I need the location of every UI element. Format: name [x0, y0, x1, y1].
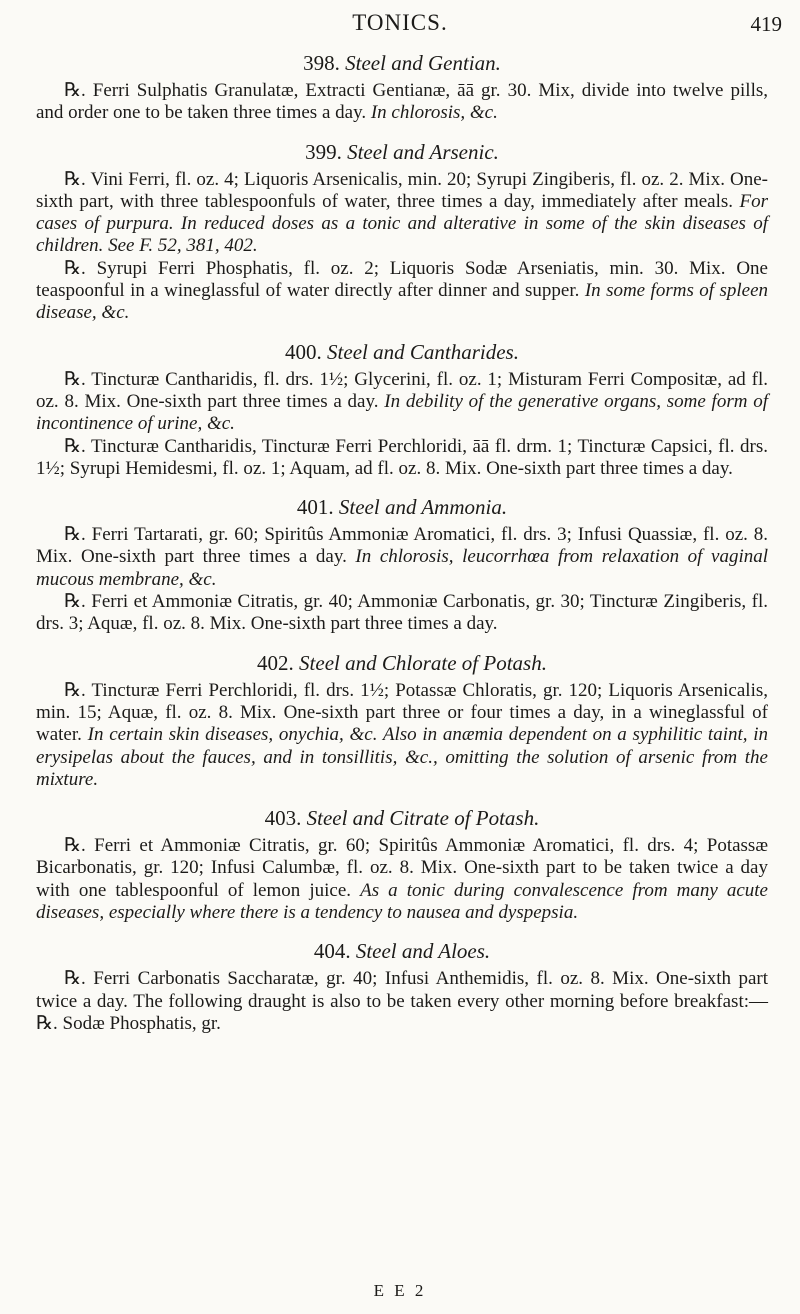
prescription: [36, 436, 768, 481]
prescription-text: ℞. Tincturæ Ferri Perchloridi, fl. drs. 1½; Potassæ Chloratis, gr. 120; Liquoris Arsenicalis, min. 15; Aquæ, fl. oz. 8. Mix. One-sixth part three or four times a day, in a wineglassful of water.: [36, 679, 768, 746]
prescription-text: ℞. Ferri Sulphatis Granulatæ, Extracti Gentianæ, āā gr. 30. Mix, divide into twelve pills, and order one to be taken three times a day.: [36, 80, 768, 124]
formula-title: Steel and Arsenic.: [347, 139, 499, 164]
running-title: TONICS.: [352, 10, 448, 35]
prescription: [36, 169, 768, 258]
prescription: [36, 80, 768, 125]
formula-heading: [36, 650, 768, 676]
formula-title: Steel and Citrate of Potash.: [306, 806, 540, 831]
formula-title: Steel and Cantharides.: [327, 339, 519, 364]
prescription: [36, 369, 768, 436]
prescription-text: ℞. Ferri Tartarati, gr. 60; Spiritûs Ammoniæ Aromatici, fl. drs. 3; Infusi Quassiæ, fl. oz. 8. Mix. One-sixth part three times a day.: [36, 524, 768, 568]
formula-heading: [36, 938, 768, 964]
page-number: 419: [750, 12, 782, 36]
indication-note: For cases of purpura. In reduced doses as a tonic and alterative in some of the skin diseases of children. See F. 52, 381, 402.: [36, 190, 768, 257]
formula-400: [36, 339, 768, 480]
formula-number: 399.: [305, 139, 342, 164]
prescription-text: ℞. Tincturæ Cantharidis, fl. drs. 1½; Glycerini, fl. oz. 1; Misturam Ferri Compositæ, ad fl. oz. 8. Mix. One-sixth part three times a day.: [36, 368, 768, 412]
prescription: [36, 591, 768, 636]
prescription: [36, 524, 768, 591]
formula-398: [36, 50, 768, 125]
formula-number: 404.: [313, 939, 351, 964]
prescription: [36, 680, 768, 791]
formula-399: [36, 139, 768, 325]
prescription: [36, 835, 768, 924]
formula-number: 400.: [285, 339, 322, 364]
page-content: [36, 50, 768, 1049]
formula-number: 401.: [296, 495, 334, 520]
prescription-text: ℞. Syrupi Ferri Phosphatis, fl. oz. 2; Liquoris Sodæ Arseniatis, min. 30. Mix. One teaspoonful in a wineglassful of water directly after dinner and supper.: [36, 257, 768, 302]
formula-title: Steel and Ammonia.: [338, 495, 508, 520]
formula-heading: [36, 50, 768, 76]
formula-heading: [36, 339, 768, 365]
formula-title: Steel and Gentian.: [345, 51, 501, 75]
formula-403: [36, 805, 768, 924]
formula-402: [36, 650, 768, 791]
formula-number: 398.: [303, 51, 340, 75]
formula-title: Steel and Chlorate of Potash.: [299, 650, 547, 675]
indication-note: In certain skin diseases, onychia, &c. Also in anæmia dependent on a syphilitic taint, in erysipelas about the fauces, and in tonsillitis, &c., omitting the solution of arsenic from the mixture.: [36, 724, 769, 790]
running-head: [0, 8, 800, 42]
formula-title: Steel and Aloes.: [355, 939, 491, 964]
prescription-text: ℞. Tincturæ Cantharidis, Tincturæ Ferri Perchloridi, āā fl. drm. 1; Tincturæ Capsici, fl. drs. 1½; Syrupi Hemidesmi, fl. oz. 1; Aquam, ad fl. oz. 8. Mix. One-sixth part three times a day.: [36, 435, 768, 479]
indication-note: In chlorosis, leucorrhœa from relaxation of vaginal mucous membrane, &c.: [36, 546, 768, 590]
printer-signature: E E 2: [373, 1281, 427, 1300]
formula-number: 403.: [264, 806, 302, 831]
formula-heading: [36, 805, 768, 831]
prescription-text: ℞. Ferri et Ammoniæ Citratis, gr. 40; Ammoniæ Carbonatis, gr. 30; Tincturæ Zingiberis, fl. drs. 3; Aquæ, fl. oz. 8. Mix. One-sixth part three times a day.: [36, 591, 768, 635]
prescription-text: ℞. Ferri Carbonatis Saccharatæ, gr. 40; Infusi Anthemidis, fl. oz. 8. Mix. One-sixth part twice a day. The following draught is also to be taken every other morning before breakfast:—℞. Sodæ Phosphatis, gr.: [36, 968, 768, 1034]
indication-note: In debility of the generative organs, some form of incontinence of urine, &c.: [36, 390, 768, 435]
indication-note: In chlorosis, &c.: [370, 102, 498, 124]
formula-401: [36, 494, 768, 635]
formula-heading: [36, 139, 768, 165]
indication-note: As a tonic during convalescence from many acute diseases, especially where there is a tendency to nausea and dyspepsia.: [36, 879, 768, 924]
formula-number: 402.: [257, 650, 294, 675]
prescription-text: ℞. Ferri et Ammoniæ Citratis, gr. 60; Spiritûs Ammoniæ Aromatici, fl. drs. 4; Potassæ Bicarbonatis, gr. 120; Infusi Calumbæ, fl. oz. 8. Mix. One-sixth part to be taken twice a day with one tablespoonful of lemon juice.: [36, 835, 768, 901]
indication-note: In some forms of spleen disease, &c.: [36, 280, 769, 324]
formula-heading: [36, 494, 768, 520]
formula-404: [36, 938, 768, 1035]
prescription: [36, 258, 768, 325]
prescription: [36, 968, 768, 1035]
prescription-text: ℞. Vini Ferri, fl. oz. 4; Liquoris Arsenicalis, min. 20; Syrupi Zingiberis, fl. oz. 2. Mix. One-sixth part, with three tablespoonfuls of water, three times a day, immediately after meals.: [36, 168, 768, 212]
